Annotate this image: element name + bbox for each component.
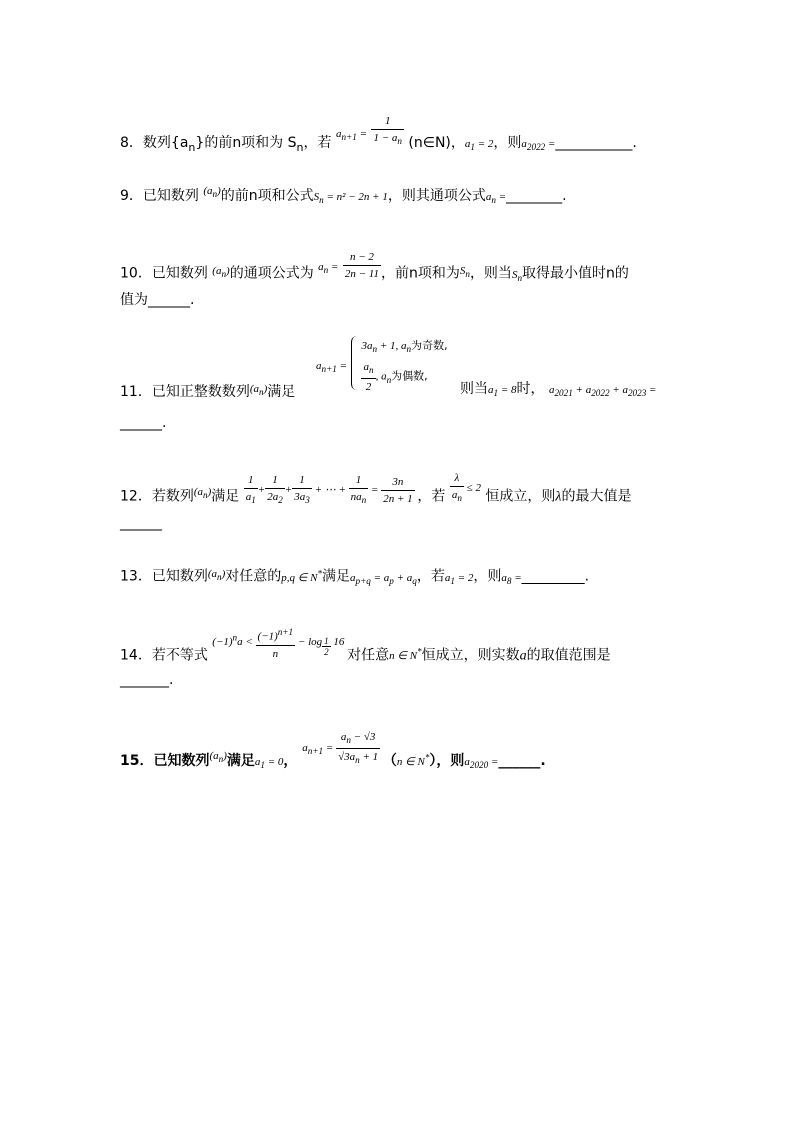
sum-expression: $a_{2021} + a_{2022} + a_{2023}$ = [548,384,657,399]
problem-13: 13．已知数列$^{(a_n)}$对任意的p,q ∈ N*满足$a_{p+q} = a_p + a_q$，若$a_1 = 2$，则$a_8$ =_________. [120,567,590,586]
problem-10: 10．已知数列 $^{(a_n)}$的通项公式为 $^{a_n =}$ $\frac{n - 2}{2n - 11}$ ，前n项和为$^{S_n}$，则当$S_n$取得最小值时n的 [120,251,629,283]
problem-15: 15．已知数列$^{(a_n)}$满足$a_1 = 0$， $^{a_{n+1} = \frac{a_n - √3}{√3a_n + 1}}$ （n ∈ N*），则$a_{2020}$ =______. [120,731,546,771]
piecewise-cases: $3a_n + 1$, $a_n$为奇数, $\frac{a_n}{2}$ , $a_n$为偶数, [351,336,447,390]
answer-blank: _______. [120,672,174,688]
lambda-inequality: λ an ≤ 2 [451,472,481,504]
answer-blank: ______. [120,415,167,431]
problem-number: 10． [120,265,152,282]
problem-11: 11．已知正整数数列$^{(a_n)}$满足 [120,383,296,400]
problem-number: 15． [120,753,154,770]
problem-number: 14． [120,647,152,664]
formula-lhs: an+1 = [335,128,367,143]
sum-of-fractions: 1 a1 + 1 2a2 + 1 3a3 + ⋯ + 1 nan = 3n 2n + 1 [245,474,413,506]
problem-number: 8． [120,135,143,152]
formula-fraction: $\frac{n - 2}{2n - 11}$ [344,251,379,280]
problem-8: 8．数列$\{a_n\}$的前n项和为 $S_n$，若 $^{a_{n+1} =}$ $\frac{1}{1 - a_n}$ (n∈N)，$a_1 = 2$，则$a_{2022}$ =___________. [120,115,637,154]
inequality: (−1)na < (−1)n+1 n − log 1 2 16 [212,636,347,648]
answer-blank: _________. [521,568,590,585]
problem-number: 13． [120,568,152,585]
problem-number: 11． [120,384,152,400]
problem-12-line-2 [120,513,162,533]
answer-blank: ______. [498,753,546,770]
answer-blank: ___________. [555,135,637,152]
problem-number: 12． [120,488,152,505]
problem-number: 9． [120,188,143,204]
answer-blank: ______ [120,515,162,531]
additive-relation: $a_{p+q} = a_p + a_q$ [350,571,417,586]
problem-10-line-2: 值为______. [120,292,195,308]
answer-blank: ______. [148,292,195,308]
answer-blank: ________. [506,188,567,204]
problem-11-piecewise: $_{a_{n+1} =}$ $3a_n + 1$, $a_n$为奇数, $\frac{a_n}{2}$ , $a_n$为偶数, [316,336,448,396]
formula-fraction: $\frac{1}{1 - a_n}$ [373,115,402,147]
recurrence-formula: an+1 = an − √3 √3an + 1 [302,731,379,766]
problem-14-line-2 [120,670,173,690]
problem-12: 12．若数列$^{(a_n)}$满足 $^{\frac{1}{a_1} + \frac{1}{2a_2} + \frac{1}{3a_3} + \cdots + \frac{1}{na_n} = \frac{3n}{2n + 1}}$ ，若 $^{\frac{\lambda}{a_n} \le 2}$ 恒成立，则λ的最大值是 [120,472,632,506]
sn-formula: $S_n = n^2 - 2n + 1$ [313,191,388,206]
problem-11-line-2 [120,413,166,433]
problem-9: 9．已知数列 $^{(a_n)}$的前n项和公式$S_n = n^2 - 2n + 1$，则其通项公式$a_n$ =________. [120,185,567,206]
problem-14: 14．若不等式 $^{(-1)^na < \frac{(-1)^{n+1}}{n} - log _{\frac{1}{2}} 16}$ 对任意n ∈ N*恒成立，则实数a的取值范围是 [120,638,611,676]
problem-11-right: 则当$a_1 = 8$时， $a_{2021} + a_{2022} + a_{2023}$ = [460,381,657,399]
